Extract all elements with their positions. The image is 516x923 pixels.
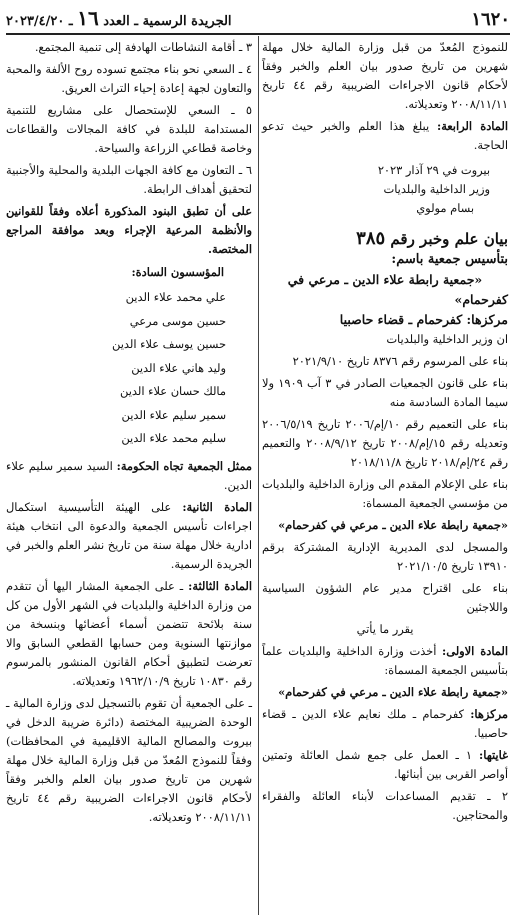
condition-paragraph: على أن تطبق البنود المذكورة أعلاه وفقاً للقوانين والأنظمة المرعية الإجراء وبعد موافقة المراجع المختصة.: [6, 204, 252, 256]
goal-1-text: ١ ـ العمل على جمع شمل العائلة وتمتين أواصر القربى بين أبنائها.: [262, 748, 508, 781]
left-column: [6, 38, 252, 830]
hq-label: مركزها:: [470, 707, 508, 721]
goal-5: ٥ ـ السعي للإستحصال على مشاريع للتنمية المستدامة للبلدة في كافة المجالات والقطاعات وخاصة قطاعي الزراعة والسياحة.: [6, 103, 252, 155]
article-1-label: المادة الاولى:: [442, 644, 509, 658]
gazette-prefix: الجريدة الرسمية ـ العدد: [103, 14, 232, 29]
gazette-issue: [6, 6, 232, 30]
minister-line: ان وزير الداخلية والبلديات: [386, 332, 508, 346]
signature-place-date: بيروت في ٢٩ آذار ٢٠٢٣: [377, 163, 490, 177]
representative-label: ممثل الجمعية تجاه الحكومة:: [116, 458, 253, 473]
tax-paragraph-end: للنموذج المُعدّ من قبل وزارة المالية خلال مهلة شهرين من تاريخ صدور بيان العلم والخبر وفقاً لأحكام قانون الاجراءات الضريبية رقم ٤٤ تاريخ ٢٠٠٨/١١/١١ وتعديلاته.: [262, 40, 508, 111]
basis-notification: بناء على الإعلام المقدم الى وزارة الداخلية والبلديات من مؤسسي الجمعية المسماة:: [262, 477, 508, 510]
basis-decree: بناء على المرسوم رقم ٨٣٧٦ تاريخ ٢٠٢١/٩/١٠: [292, 354, 508, 368]
notice-title-text: بيان علم وخبر رقم: [390, 230, 508, 248]
basis-association-name: «جمعية رابطة علاء الدين ـ مرعي في كفرحمام»: [278, 518, 508, 532]
tax-registration: ـ على الجمعية أن تقوم بالتسجيل لدى وزارة المالية ـ الوحدة الضريبية المختصة (دائرة ضريبة الدخل في بيروت والمصالح المالية الاقليمية في المحافظات) وفقاً للنموذج المُعدّ من قبل وزارة المالية خلال مهلة شهرين من تاريخ صدور بيان العلم والخبر وفقاً لأحكام قانون الاجراءات الضريبية رقم ٤٤ تاريخ ٢٠٠٨/١١/١١ وتعديلاته.: [6, 695, 252, 824]
basis-proposal: بناء على اقتراح مدير عام الشؤون السياسية واللاجئين: [262, 581, 508, 614]
article-3: [6, 577, 252, 691]
page-header: [6, 4, 510, 35]
founders-list: [6, 286, 226, 451]
goal-3: ٣ ـ أقامة النشاطات الهادفة إلى تنمية المجتمع.: [34, 40, 252, 54]
article-2: [6, 498, 252, 574]
decides-heading: يقرر ما يأتي: [356, 622, 414, 636]
government-representative: [6, 457, 252, 495]
gazette-date: ـ ٢٠٢٣/٤/٢٠: [6, 14, 73, 29]
article-1: [262, 642, 508, 680]
article-3-label: المادة الثالثة:: [188, 578, 252, 593]
hq-text: كفرحمام ـ ملك نعايم علاء الدين ـ قضاء حاصبيا.: [262, 707, 508, 740]
article-2-label: المادة الثانية:: [182, 499, 252, 514]
association-hq: مركزها: كفرحمام ـ قضاء حاصبيا: [339, 312, 508, 327]
founders-label: المؤسسون السادة:: [131, 265, 224, 279]
column-divider: [258, 36, 259, 915]
founder-name: سليم محمد علاء الدين: [121, 431, 226, 445]
issue-number: ١٦: [77, 6, 99, 30]
notice-title: [262, 228, 508, 250]
basis-law: بناء على قانون الجمعيات الصادر في ٣ آب ١٩٠٩ ولا سيما المادة السادسة منه: [262, 376, 508, 409]
article-1-association-name: «جمعية رابطة علاء الدين ـ مرعي في كفرحمام»: [278, 685, 508, 699]
founder-name: وليد هاني علاء الدين: [131, 360, 226, 375]
founder-name: مالك حسان علاء الدين: [120, 384, 226, 398]
signature-title: وزير الداخلية والبلديات: [383, 182, 490, 196]
founder-name: حسين يوسف علاء الدين: [112, 337, 226, 351]
page-number: ١٦٢٠: [471, 9, 510, 30]
article-4-text: يبلغ هذا العلم والخبر حيث تدعو الحاجة.: [262, 119, 508, 152]
article-4-label: المادة الرابعة:: [436, 119, 508, 133]
founder-name: حسين موسى مرعي: [129, 313, 226, 328]
goal-2: ٢ ـ تقديم المساعدات لأبناء العائلة والفقراء والمحتاجين.: [262, 789, 508, 822]
signature-name: بسام مولوي: [416, 201, 474, 215]
right-column: [262, 38, 508, 828]
article-1-text: أخذت وزارة الداخلية والبلديات علماً بتأسيس الجمعية المسماة:: [262, 644, 508, 677]
article-2-text: على الهيئة التأسيسية استكمال اجراءات تأسيس الجمعية والدعوة الى انتخاب هيئة ادارية خلال مهلة سنة من تاريخ نشر العلم والخبر في الجريدة الرسمية.: [6, 499, 252, 571]
goal-4: ٤ ـ السعي نحو بناء مجتمع تسوده روح الألفة والمحبة والتعاون لجهة إعادة إحياء التراث العريق.: [6, 62, 252, 95]
article-4: [262, 117, 508, 155]
notice-subtitle: بتأسيس جمعية باسم:: [391, 252, 508, 267]
representative-name: السيد سمير سليم علاء الدين.: [6, 458, 252, 492]
signature-block: [262, 161, 508, 218]
founder-name: علي محمد علاء الدين: [125, 290, 226, 304]
founder-name: سمير سليم علاء الدين: [121, 407, 226, 422]
article-3-text: ـ على الجمعية المشار اليها أن تتقدم من وزارة الداخلية والبلديات في الشهر الأول من كل سنة بلائحة تتضمن أسماء أعضائها وبنسخة من موازنتها السنوية ومن حسابها القطعي السابق والا تعرضت لتطبيق أحكام القانون المنشور بالمرسوم رقم ١٠٨٣٠ تاريخ ١٩٦٢/١٠/٩ وتعديلاته.: [6, 578, 252, 688]
goal-6: ٦ ـ التعاون مع كافة الجهات البلدية والمحلية والأجنبية لتحقيق أهداف الرابطة.: [6, 163, 252, 196]
goal-label: غايتها:: [479, 748, 509, 762]
association-name: «جمعية رابطة علاء الدين ـ مرعي في كفرحمام»: [287, 272, 508, 307]
basis-registration: والمسجل لدى المديرية الإدارية المشتركة برقم ١٣٩١٠ تاريخ ٢٠٢١/١٠/٥: [262, 540, 508, 573]
goal-1: [262, 746, 508, 784]
basis-circulars: بناء على التعميم رقم ١٠/إم/٢٠٠٦ تاريخ ٢٠٠٦/٥/١٩ وتعديله رقم ١٥/إم/٢٠٠٨ تاريخ ٢٠٠٨/٩/١٢ والتعميم رقم ٢٤/إم/٢٠١٨ تاريخ ٢٠١٨/١١/٨: [262, 417, 509, 469]
notice-number: ٣٨٥: [356, 228, 386, 249]
article-1-hq: [262, 705, 508, 743]
